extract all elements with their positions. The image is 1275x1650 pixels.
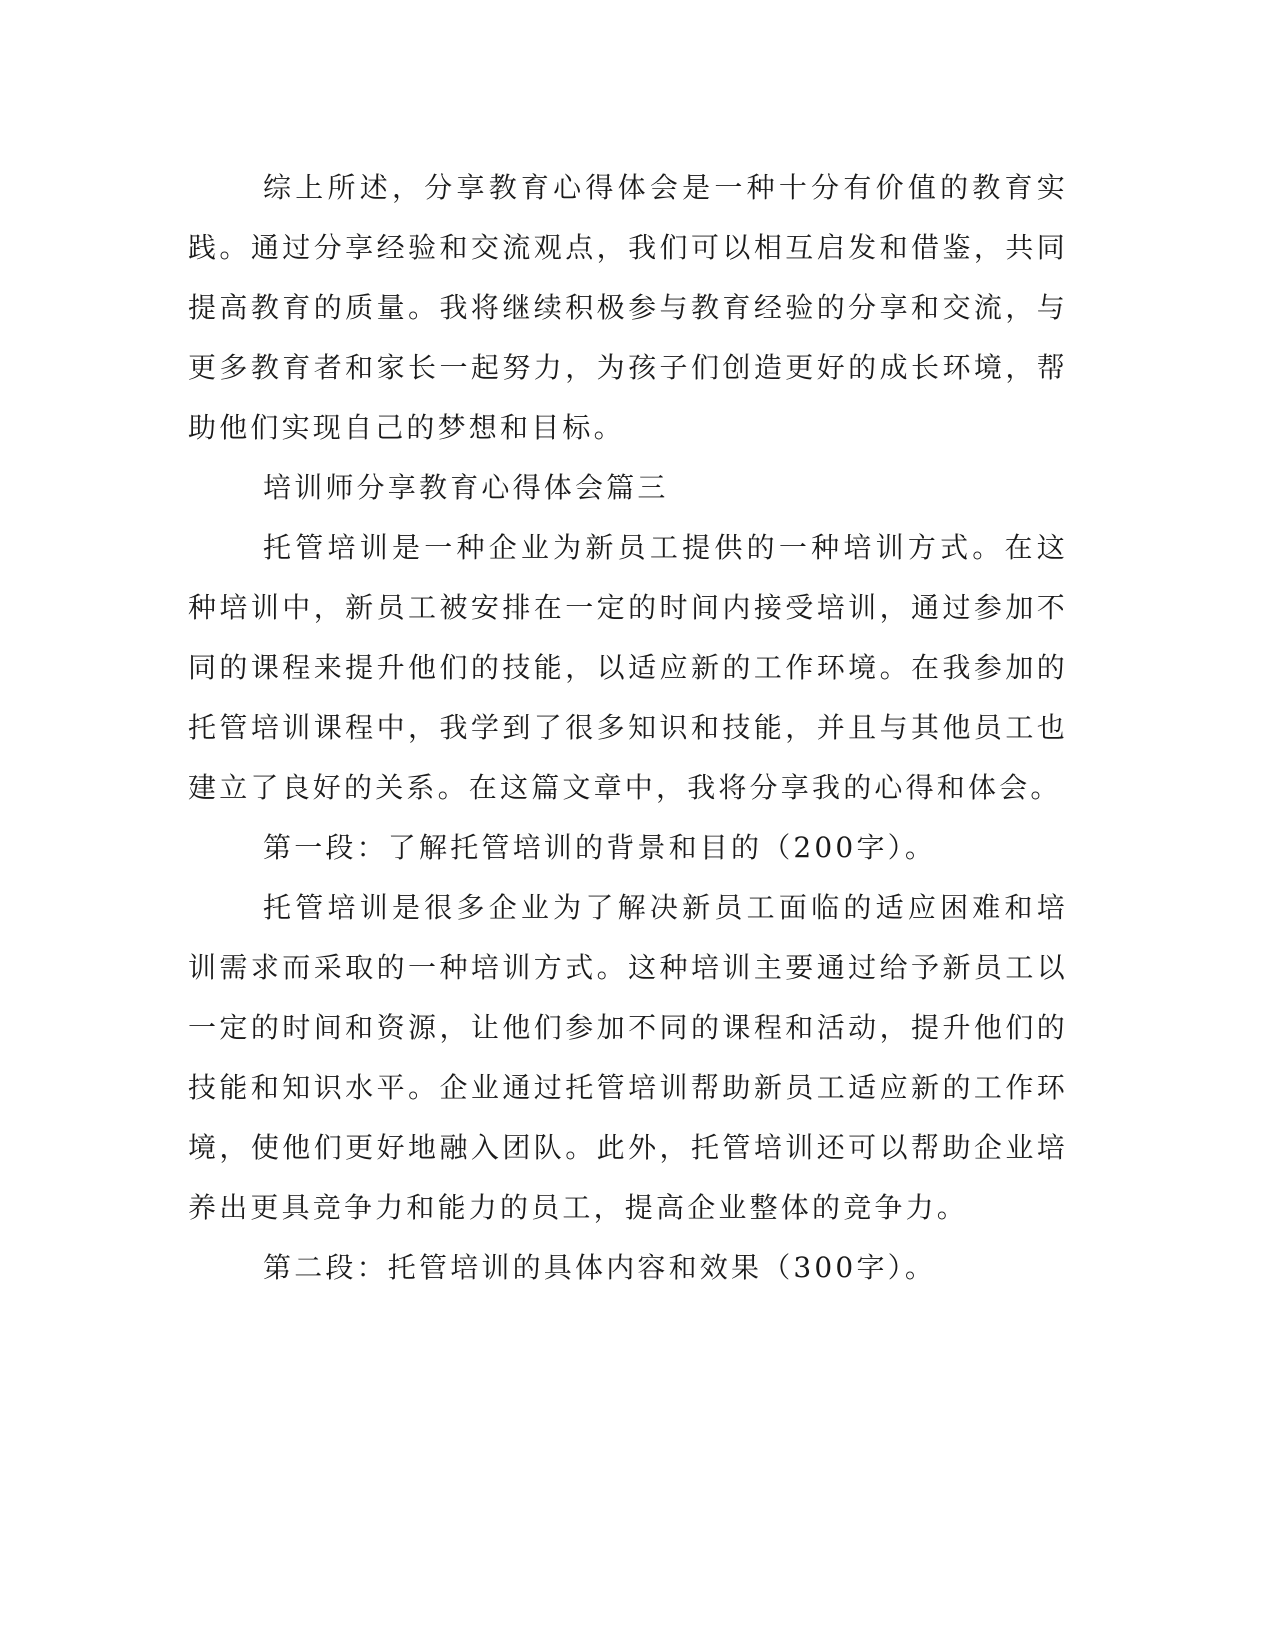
section-heading-2: 第二段：托管培训的具体内容和效果（300字）。 [263,1251,937,1284]
section-1-paragraph: 托管培训是很多企业为了解决新员工面临的适应困难和培训需求而采取的一种培训方式。这种培训主要通过给予新员工以一定的时间和资源，让他们参加不同的课程和活动，提升他们的技能和知识水平。企业通过托管培训帮助新员工适应新的工作环境，使他们更好地融入团队。此外，托管培训还可以帮助企业培养出更具竞争力和能力的员工，提高企业整体的竞争力。 [188,891,1068,1224]
section-heading-1: 第一段：了解托管培训的背景和目的（200字）。 [263,831,937,864]
intro-paragraph: 托管培训是一种企业为新员工提供的一种培训方式。在这种培训中，新员工被安排在一定的时间内接受培训，通过参加不同的课程来提升他们的技能，以适应新的工作环境。在我参加的托管培训课程中，我学到了很多知识和技能，并且与其他员工也建立了良好的关系。在这篇文章中，我将分享我的心得和体会。 [188,531,1068,804]
article-heading: 培训师分享教育心得体会篇三 [263,471,669,504]
document-body [188,158,1068,1298]
conclusion-paragraph: 综上所述，分享教育心得体会是一种十分有价值的教育实践。通过分享经验和交流观点，我们可以相互启发和借鉴，共同提高教育的质量。我将继续积极参与教育经验的分享和交流，与更多教育者和家长一起努力，为孩子们创造更好的成长环境，帮助他们实现自己的梦想和目标。 [188,171,1068,444]
